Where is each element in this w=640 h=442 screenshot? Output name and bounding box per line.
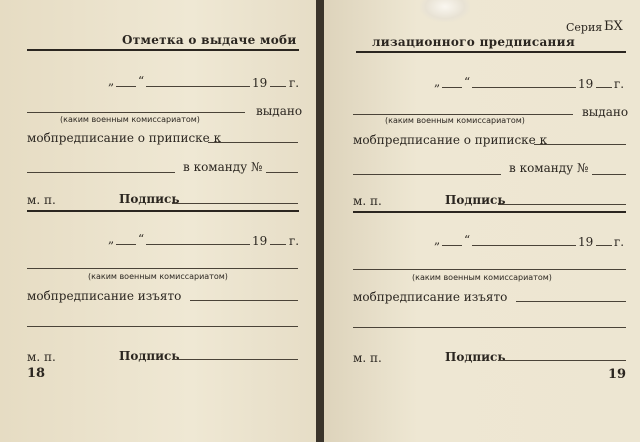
right-page-number: 19 [608, 367, 627, 382]
right-bottom-year-suffix: г. [614, 235, 625, 249]
left-bottom-sign: Подпись [119, 349, 180, 363]
right-top-team: в команду № [509, 161, 589, 175]
left-top-quote-open: „ [108, 74, 115, 88]
left-top-day-line [116, 86, 136, 87]
right-bottom-year: 19 [578, 235, 594, 249]
right-mid-rule [353, 211, 626, 213]
right-top-team-fill [592, 174, 626, 175]
right-top-sign-line [498, 204, 626, 205]
left-top-month-line [146, 86, 250, 87]
right-top-day-line [442, 87, 462, 88]
left-bottom-commissariat-line [27, 268, 298, 269]
left-mid-rule [27, 210, 299, 212]
left-bottom-sign-line [172, 359, 298, 360]
right-top-line1-fill [534, 144, 626, 145]
right-top-quote-open: „ [434, 75, 441, 89]
right-bottom-day-line [442, 245, 462, 246]
left-top-team: в команду № [183, 160, 263, 174]
left-top-sign: Подпись [119, 192, 180, 206]
left-bottom-extra-line [27, 326, 298, 327]
left-page [0, 0, 318, 442]
left-header: Отметка о выдаче моби [122, 33, 297, 47]
right-bottom-sign-line [498, 360, 626, 361]
paper-tear [420, 0, 470, 22]
right-bottom-line1-fill [516, 301, 626, 302]
left-top-commissariat-line [27, 112, 245, 113]
right-bottom-sign: Подпись [445, 350, 506, 364]
left-bottom-day-line [116, 244, 136, 245]
series-code: БХ [604, 19, 623, 34]
right-top-commissariat-line [353, 114, 573, 115]
left-top-year-suffix: г. [289, 76, 300, 90]
series-label: Серия [566, 21, 603, 34]
left-top-line1: мобпредписание о приписке к [27, 131, 222, 145]
right-bottom-line1: мобпредписание изъято [353, 290, 508, 304]
left-top-issued: выдано [256, 104, 303, 118]
right-bottom-year-line [596, 245, 612, 246]
right-top-month-line [472, 87, 576, 88]
right-header: лизационного предписания [372, 35, 575, 49]
left-bottom-month-line [146, 244, 250, 245]
left-bottom-quote-open: „ [108, 232, 115, 246]
left-bottom-commissariat-caption: (каким военным комиссариатом) [88, 272, 228, 281]
left-top-team-fill-pre [27, 172, 175, 173]
left-bottom-year-line [270, 244, 286, 245]
book-gutter [316, 0, 324, 442]
right-top-year-suffix: г. [614, 77, 625, 91]
right-page [322, 0, 640, 442]
left-bottom-year-suffix: г. [289, 234, 300, 248]
left-bottom-quote-close: “ [138, 232, 145, 246]
right-bottom-quote-close: “ [464, 233, 471, 247]
left-top-sign-line [172, 203, 298, 204]
left-bottom-year: 19 [252, 234, 268, 248]
right-top-sign: Подпись [445, 193, 506, 207]
left-top-year-line [270, 86, 286, 87]
right-top-quote-close: “ [464, 75, 471, 89]
right-bottom-extra-line [353, 327, 626, 328]
right-bottom-month-line [472, 245, 576, 246]
right-top-year-line [596, 87, 612, 88]
right-bottom-commissariat-caption: (каким военным комиссариатом) [412, 273, 552, 282]
right-top-commissariat-caption: (каким военным комиссариатом) [385, 116, 525, 125]
right-top-line1: мобпредписание о приписке к [353, 133, 548, 147]
left-bottom-mp: м. п. [27, 350, 56, 364]
right-bottom-commissariat-line [353, 269, 626, 270]
right-top-team-fill-pre [353, 174, 501, 175]
left-top-team-fill [266, 172, 298, 173]
right-bottom-quote-open: „ [434, 233, 441, 247]
left-top-year: 19 [252, 76, 268, 90]
right-top-mp: м. п. [353, 194, 382, 208]
right-header-rule [356, 51, 626, 53]
left-bottom-line1: мобпредписание изъято [27, 289, 182, 303]
left-top-commissariat-caption: (каким военным комиссариатом) [60, 115, 200, 124]
left-bottom-line1-fill [190, 300, 298, 301]
left-top-line1-fill [208, 142, 298, 143]
right-top-year: 19 [578, 77, 594, 91]
right-top-issued: выдано [582, 105, 629, 119]
left-top-quote-close: “ [138, 74, 145, 88]
right-bottom-mp: м. п. [353, 351, 382, 365]
left-top-mp: м. п. [27, 193, 56, 207]
left-page-number: 18 [27, 366, 46, 381]
left-header-rule [27, 49, 299, 51]
